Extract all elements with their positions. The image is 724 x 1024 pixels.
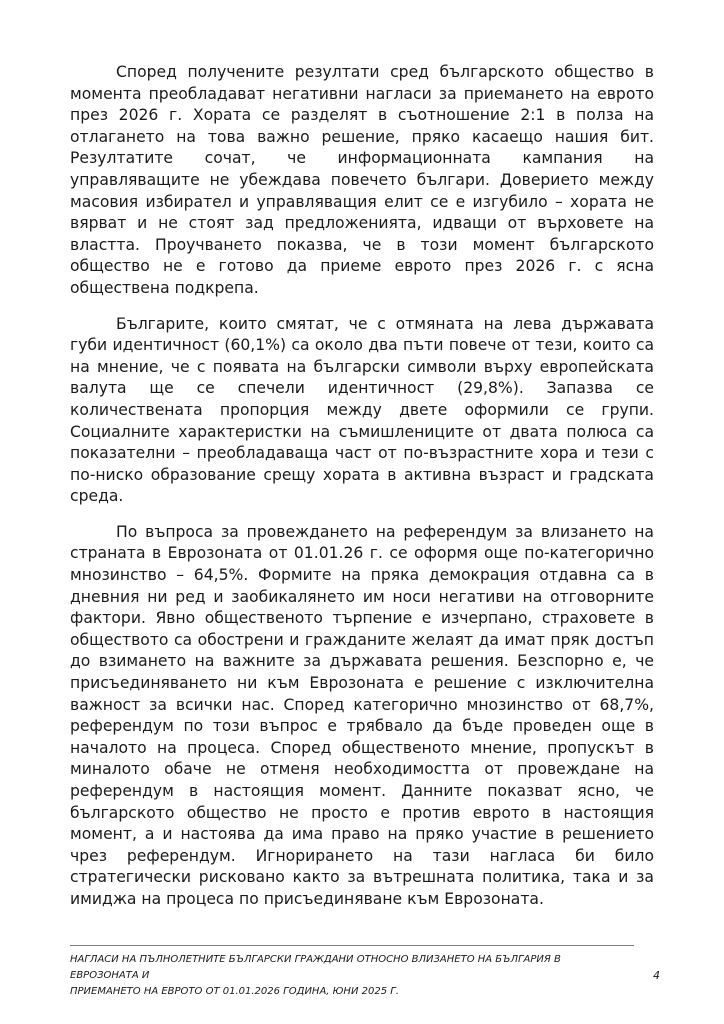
footer-title — [70, 952, 630, 1000]
paragraph-1: Според получените резултати сред българското общество в момента преобладават негативни нагласи за приемането на еврото през 2026 г. Хората се разделят в съотношение 2:1 в полза на отлагането на това важно решение, пряко касаещо нашия бит. Резултатите сочат, че информационната кампания на управляващите не убеждава повечето българи. Доверието между масовия избирател и управляващия елит се е изгубило – хората не вярват и не стоят зад предложенията, идващи от върховете на властта. Проучването показва, че в този момент българското общество не е готово да приеме еврото през 2026 г. с ясна обществена подкрепа. — [70, 63, 654, 297]
footer-line-2: ПРИЕМАНЕТО НА ЕВРОТО ОТ 01.01.2026 ГОДИНА, ЮНИ 2025 Г. — [70, 986, 399, 997]
paragraph-2: Българите, които смятат, че с отмяната на лева държавата губи идентичност (60,1%) са около два пъти повече от тези, които са на мнение, че с появата на български символи върху европейската валута ще се спечели идентичност (29,8%). Запазва се количествената пропорция между двете оформили се групи. Социалните характеристки на съмишлениците от двата полюса са показателни – преобладаваща част от по-възрастните хора и тези с по-ниско образование срещу хората в активна възраст и градската среда. — [70, 314, 654, 506]
footer-line-1: НАГЛАСИ НА ПЪЛНОЛЕТНИТЕ БЪЛГАРСКИ ГРАЖДАНИ ОТНОСНО ВЛИЗАНЕТО НА БЪЛГАРИЯ В ЕВРОЗОНАТА И — [70, 954, 561, 981]
page-number: 4 — [653, 969, 660, 982]
footer-divider — [70, 945, 634, 946]
paragraph-3: По въпроса за провеждането на референдум за влизането на страната в Еврозоната от 01.01.26 г. се оформя още по-категорично мнозинство – 64,5%. Формите на пряка демокрация отдавна са в дневния ни ред и заобикалянето им носи негативи на отговорните фактори. Явно общественото търпение е изчерпано, страховете в обществото са обострени и гражданите желаят да имат пряк достъп до взимането на важните за държавата решения. Безспорно е, че присъединяването ни към Еврозоната е решение с изключителна важност за всички нас. Според категорично мнозинство от 68,7%, референдум по този въпрос е трябвало да бъде проведен още в началото на процеса. Според общественото мнение, пропускът в миналото обаче не отменя необходимостта от провеждане на референдум в настоящия момент. Данните показват ясно, че българското общество не просто е против еврото в настоящия момент, а и настоява да има право на пряко участие в решението чрез референдум. Игнорирането на тази нагласа би било стратегически рисковано както за вътрешната политика, така и за имиджа на процеса по присъединяване към Еврозоната. — [70, 522, 654, 908]
body-text — [70, 62, 654, 925]
